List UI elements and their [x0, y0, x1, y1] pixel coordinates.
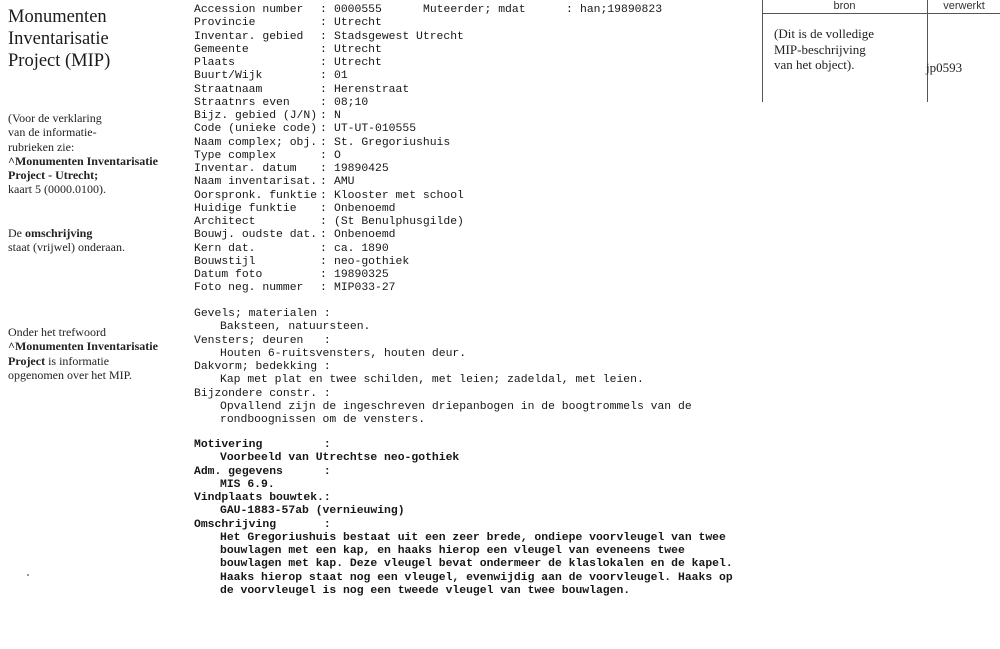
mutator-value: han;19890823	[580, 4, 663, 16]
note-reference: ^Monumenten Inventarisatie	[8, 339, 158, 354]
field-value: 0000555	[334, 4, 382, 16]
field-value: Herenstraat	[334, 83, 410, 96]
field-row	[194, 70, 464, 83]
field-colon: :	[320, 149, 327, 162]
bron-text	[774, 26, 924, 73]
field-label: Oorspronk. funktie	[194, 189, 318, 202]
field-label: Bouwj. oudste dat.	[194, 229, 318, 242]
table-border	[762, 13, 1000, 14]
field-row	[194, 190, 464, 203]
field-label: Inventar. gebied	[194, 30, 304, 43]
field-colon: :	[320, 96, 327, 109]
verwerkt-header: verwerkt	[943, 0, 985, 12]
bron-line: van het object).	[774, 57, 855, 72]
note-prefix: De	[8, 226, 25, 240]
field-value: MIP033-27	[334, 282, 396, 295]
note-line: staat (vrijwel) onderaan.	[8, 240, 125, 255]
vensters-value: Houten 6-ruitsvensters, houten deur.	[220, 347, 467, 360]
field-row	[194, 17, 464, 30]
field-colon: :	[320, 17, 327, 30]
description-section	[194, 308, 692, 427]
field-value: 19890325	[334, 269, 389, 281]
omschrijving-label: Omschrijving :	[194, 518, 331, 531]
sidebar-title	[8, 6, 168, 72]
field-row	[194, 137, 464, 150]
field-colon: :	[320, 163, 327, 175]
bron-line: MIP-beschrijving	[774, 41, 866, 57]
field-value: Onbenoemd	[334, 202, 396, 215]
field-row	[194, 57, 464, 70]
field-label: Code (unieke code)	[194, 123, 318, 136]
note-line: van de informatie-	[8, 125, 97, 140]
source-table	[762, 0, 1000, 102]
adm-value: MIS 6.9.	[220, 478, 275, 491]
field-value: 01	[334, 70, 348, 83]
field-row	[194, 44, 464, 57]
field-value: Utrecht	[334, 57, 382, 69]
field-value: UT-UT-010555	[334, 123, 417, 136]
field-label: Naam complex; obj.	[194, 136, 318, 149]
field-row	[194, 84, 464, 97]
note-line: (Voor de verklaring	[8, 111, 102, 125]
field-value: Utrecht	[334, 17, 382, 30]
field-value: N	[334, 110, 341, 122]
field-colon: :	[320, 229, 327, 242]
field-label: Straatnaam	[194, 83, 263, 96]
mutator-colon: :	[566, 4, 573, 16]
field-row	[194, 216, 464, 229]
field-label: Bijz. gebied (J/N)	[194, 110, 318, 122]
field-label: Foto neg. nummer	[194, 282, 304, 295]
field-label: Gemeente	[194, 43, 249, 56]
field-value: Klooster met school	[334, 189, 464, 202]
note-line: Onder het trefwoord	[8, 325, 106, 339]
field-row	[194, 269, 464, 282]
vindplaats-value: GAU-1883-57ab (vernieuwing)	[220, 505, 405, 518]
field-value: 08;10	[334, 96, 369, 109]
field-colon: :	[320, 242, 327, 255]
field-label: Plaats	[194, 57, 236, 69]
note-reference: ^Monumenten Inventarisatie	[8, 153, 158, 168]
field-row	[194, 229, 464, 242]
field-label: Huidige funktie	[194, 202, 297, 215]
field-row	[194, 176, 464, 189]
omschrijving-line: Haaks hierop staat nog een vleugel, evenwijdig aan de voorvleugel. Haaks op	[220, 571, 733, 584]
speck	[27, 574, 29, 576]
note-reference: Project - Utrecht;	[8, 168, 99, 183]
field-value: St. Gregoriushuis	[334, 136, 451, 149]
dakvorm-value: Kap met plat en twee schilden, met leien; zadeldal, met leien.	[220, 374, 644, 387]
description-note	[8, 226, 178, 255]
field-label: Bouwstijl	[194, 255, 256, 268]
field-label: Naam inventarisat.	[194, 176, 318, 189]
field-colon: :	[320, 136, 327, 149]
field-value: 19890425	[334, 163, 389, 175]
table-border	[927, 0, 928, 102]
field-row	[194, 163, 464, 176]
field-label: Buurt/Wijk	[194, 70, 263, 83]
field-colon: :	[320, 70, 327, 83]
title-line: Inventarisatie	[8, 29, 109, 49]
adm-label: Adm. gegevens :	[194, 465, 331, 478]
field-colon: :	[320, 110, 327, 122]
field-value: O	[334, 149, 341, 162]
omschrijving-line: bouwlagen met een kap, en haaks hierop een vleugel van eveneens twee	[220, 545, 685, 557]
field-colon: :	[320, 282, 327, 295]
field-value: (St Benulphusgilde)	[334, 216, 464, 228]
field-row	[194, 97, 464, 110]
field-colon: :	[320, 43, 327, 56]
field-label: Inventar. datum	[194, 163, 297, 175]
field-label: Straatnrs even	[194, 96, 290, 109]
motivation-section	[194, 439, 733, 598]
field-row	[194, 243, 464, 256]
field-row	[194, 110, 464, 123]
field-label: Architect	[194, 216, 256, 228]
field-value: Onbenoemd	[334, 229, 396, 242]
gevels-label: Gevels; materialen :	[194, 308, 331, 320]
field-label: Type complex	[194, 149, 277, 162]
field-value: Utrecht	[334, 43, 382, 56]
motivering-value: Voorbeeld van Utrechtse neo-gothiek	[220, 452, 460, 465]
field-colon: :	[320, 4, 327, 16]
field-label: Datum foto	[194, 269, 263, 281]
omschrijving-line: de voorvleugel is nog een tweede vleugel van twee bouwlagen.	[220, 584, 631, 597]
field-colon: :	[320, 30, 327, 43]
field-colon: :	[320, 255, 327, 268]
field-row	[194, 150, 464, 163]
note-line: opgenomen over het MIP.	[8, 367, 132, 382]
bron-header: bron	[833, 0, 856, 12]
table-border	[762, 0, 763, 102]
bijzondere-label: Bijzondere constr. :	[194, 387, 331, 400]
note-reference: Project	[8, 353, 46, 368]
bron-line: (Dit is de volledige	[774, 26, 875, 41]
field-value: ca. 1890	[334, 242, 389, 255]
mutator-label: Muteerder; mdat	[423, 4, 526, 16]
field-colon: :	[320, 216, 327, 228]
field-colon: :	[320, 83, 327, 96]
field-row	[194, 31, 464, 44]
field-colon: :	[320, 57, 327, 69]
field-colon: :	[320, 189, 327, 202]
bijzondere-value: rondboognissen om de vensters.	[220, 414, 426, 426]
field-row	[194, 203, 464, 216]
field-label: Provincie	[194, 17, 256, 30]
field-value: AMU	[334, 176, 355, 189]
record-fields	[194, 4, 464, 296]
vensters-label: Vensters; deuren :	[194, 334, 331, 347]
omschrijving-line: Het Gregoriushuis bestaat uit een zeer brede, ondiepe voorvleugel van twee	[220, 531, 726, 544]
field-colon: :	[320, 269, 327, 281]
note-line: is informatie	[45, 353, 110, 368]
gevels-value: Baksteen, natuursteen.	[220, 321, 371, 334]
verwerkt-value: jp0593	[926, 60, 963, 75]
field-row	[194, 123, 464, 136]
note-line: rubrieken zie:	[8, 139, 75, 154]
note-keyword: omschrijving	[25, 226, 93, 240]
motivering-label: Motivering :	[194, 439, 331, 451]
field-label: Kern dat.	[194, 242, 256, 255]
title-line: Monumenten	[8, 7, 107, 27]
field-row	[194, 256, 464, 269]
bijzondere-value: Opvallend zijn de ingeschreven driepanbogen in de boogtrommels van de	[220, 400, 692, 413]
mip-note	[8, 325, 178, 382]
field-value: Stadsgewest Utrecht	[334, 30, 464, 43]
field-row	[194, 282, 464, 295]
omschrijving-line: bouwlagen met kap. Deze vleugel bevat ondermeer de klaslokalen en de kapel.	[220, 558, 733, 571]
field-value: neo-gothiek	[334, 255, 410, 268]
title-line: Project (MIP)	[8, 51, 111, 71]
field-colon: :	[320, 202, 327, 215]
dakvorm-label: Dakvorm; bedekking :	[194, 361, 331, 373]
field-colon: :	[320, 176, 327, 189]
vindplaats-label: Vindplaats bouwtek.:	[194, 492, 331, 504]
field-colon: :	[320, 123, 327, 136]
explanation-note	[8, 111, 178, 197]
field-label: Accession number	[194, 4, 304, 16]
note-line: kaart 5 (0000.0100).	[8, 182, 106, 197]
